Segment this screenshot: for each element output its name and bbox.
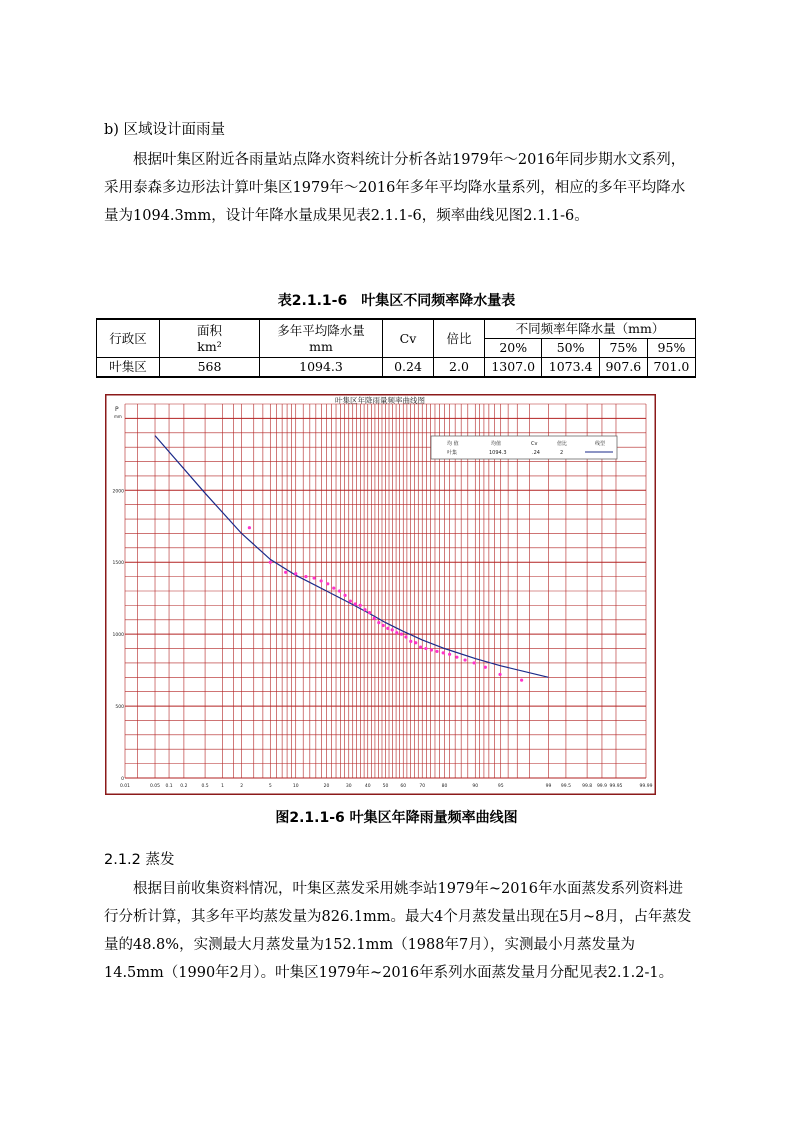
observed-point-11 — [349, 599, 352, 602]
observed-point-12 — [354, 602, 357, 605]
observed-point-32 — [455, 656, 458, 659]
x-tick-label-16: 90 — [472, 784, 479, 789]
observed-point-7 — [326, 582, 329, 585]
observed-point-9 — [338, 589, 341, 592]
frequency-chart — [105, 394, 656, 795]
observed-point-13 — [359, 604, 362, 607]
header-ratio: 倍比 — [434, 319, 485, 358]
y-axis-letter: P — [115, 406, 119, 413]
x-tick-label-1: 0.05 — [149, 784, 161, 789]
header-p50: 50% — [542, 339, 599, 358]
cell-p20: 1307.0 — [485, 358, 542, 378]
y-tick-label-0: 2000 — [112, 489, 124, 495]
x-tick-label-5: 1 — [221, 784, 224, 789]
observed-point-3 — [294, 572, 297, 575]
observed-point-15 — [368, 611, 371, 614]
y-tick-label-2: 1000 — [112, 633, 124, 639]
section-title: b) 区域设计面雨量 — [104, 122, 226, 138]
observed-point-5 — [312, 576, 315, 579]
cell-area: 568 — [160, 358, 260, 378]
y-tick-label-1: 1500 — [112, 561, 124, 567]
observed-point-37 — [520, 679, 523, 682]
observed-point-31 — [448, 653, 451, 656]
x-tick-label-8: 10 — [292, 784, 299, 789]
observed-point-0 — [248, 526, 251, 529]
x-tick-label-20: 99.8 — [582, 784, 593, 789]
observed-point-18 — [382, 624, 385, 627]
observed-point-27 — [424, 647, 427, 650]
legend-value-mean: 1094.3 — [489, 450, 507, 456]
observed-point-8 — [332, 587, 335, 590]
observed-point-1 — [269, 561, 272, 564]
observed-point-14 — [363, 608, 366, 611]
x-tick-label-7: 5 — [268, 784, 272, 789]
cell-cv: 0.24 — [383, 358, 434, 378]
observed-point-20 — [391, 628, 394, 631]
header-cv: Cv — [383, 319, 434, 358]
cell-p95: 701.0 — [647, 358, 695, 378]
observed-point-17 — [377, 621, 380, 624]
observed-point-2 — [284, 571, 287, 574]
observed-point-10 — [343, 594, 346, 597]
y-tick-label-4: 0 — [121, 777, 124, 782]
legend-value-cv: .24 — [532, 450, 540, 456]
observed-point-26 — [419, 646, 422, 649]
observed-point-22 — [400, 633, 403, 636]
x-tick-label-12: 50 — [382, 784, 389, 789]
cell-p75: 907.6 — [599, 358, 647, 378]
chart-legend — [431, 436, 617, 459]
paragraph-precipitation: 根据叶集区附近各雨量站点降水资料统计分析各站1979年～2016年同步期水文系列，采用泰森多边形法计算叶集区1979年～2016年多年平均降水量系列，相应的多年平均降水量为1094.3mm，设计年降水量成果见表2.1.1-6，频率曲线见图2.1.1-6。 — [104, 152, 686, 224]
y-axis-unit: mm — [114, 414, 122, 419]
observed-point-25 — [414, 641, 417, 644]
observed-point-24 — [409, 640, 412, 643]
observed-point-21 — [395, 631, 398, 634]
observed-point-30 — [442, 651, 445, 654]
observed-point-29 — [435, 650, 438, 653]
observed-point-16 — [373, 617, 376, 620]
observed-point-19 — [386, 627, 389, 630]
cell-region: 叶集区 — [97, 358, 160, 378]
x-tick-label-3: 0.2 — [180, 784, 188, 789]
chart-title: 叶集区年降雨量频率曲线图 — [335, 396, 425, 405]
legend-header-cv: Cv — [531, 441, 538, 447]
header-mean-unit: mm — [309, 338, 333, 354]
section-heading-evaporation: 2.1.2 蒸发 — [104, 852, 175, 868]
observed-point-6 — [320, 579, 323, 582]
x-tick-label-10: 30 — [345, 784, 352, 789]
legend-header-ratio: 倍比 — [557, 441, 568, 447]
header-area-unit: km² — [197, 338, 222, 354]
legend-value-station: 叶集 — [447, 450, 458, 456]
x-tick-label-22: 99.95 — [609, 784, 623, 789]
observed-point-36 — [498, 673, 501, 676]
x-tick-label-14: 70 — [419, 784, 426, 789]
observed-point-35 — [484, 666, 487, 669]
y-tick-label-3: 500 — [115, 705, 124, 711]
legend-value-ratio: 2 — [560, 450, 564, 456]
x-tick-label-23: 99.99 — [639, 784, 653, 789]
header-p20: 20% — [485, 339, 542, 358]
cell-mean: 1094.3 — [260, 358, 383, 378]
observed-point-28 — [430, 648, 433, 651]
observed-point-23 — [404, 635, 407, 638]
x-tick-label-13: 60 — [400, 784, 407, 789]
x-tick-label-21: 99.9 — [596, 784, 607, 789]
table-caption: 表2.1.1-6 叶集区不同频率降水量表 — [277, 293, 516, 309]
x-tick-label-15: 80 — [441, 784, 448, 789]
x-tick-label-9: 20 — [323, 784, 330, 789]
x-tick-label-17: 95 — [497, 784, 504, 789]
legend-header-mean: 均值 — [491, 441, 502, 447]
header-mean — [260, 319, 383, 358]
header-area-label: 面积 — [196, 322, 222, 338]
cell-ratio: 2.0 — [434, 358, 485, 378]
cell-p50: 1073.4 — [542, 358, 599, 378]
x-tick-label-0: 0.01 — [119, 784, 131, 789]
header-frequency: 不同频率年降水量（mm） — [485, 319, 696, 339]
x-tick-label-4: 0.5 — [201, 784, 209, 789]
figure-caption: 图2.1.1-6 叶集区年降雨量频率曲线图 — [275, 810, 518, 826]
header-area — [160, 319, 260, 358]
legend-header-station: 均 值 — [447, 441, 459, 447]
header-region: 行政区 — [97, 319, 160, 358]
x-tick-label-11: 40 — [364, 784, 371, 789]
frequency-chart-svg — [105, 394, 656, 795]
x-tick-label-2: 0.1 — [165, 784, 173, 789]
legend-header-line: 线型 — [595, 441, 606, 447]
x-tick-label-19: 99.5 — [560, 784, 571, 789]
observed-point-4 — [304, 575, 307, 578]
legend-box — [431, 436, 617, 459]
header-mean-label: 多年平均降水量 — [277, 322, 365, 338]
precipitation-table — [96, 318, 696, 378]
x-tick-label-18: 99 — [545, 784, 552, 789]
observed-point-34 — [472, 661, 475, 664]
paragraph-evaporation: 根据目前收集资料情况，叶集区蒸发采用姚李站1979年~2016年水面蒸发系列资料进行分析计算，其多年平均蒸发量为826.1mm。最大4个月蒸发量出现在5月~8月，占年蒸发量的48.8%，实测最大月蒸发量为152.1mm（1988年7月），实测最小月蒸发量为14.5mm（1990年2月）。叶集区1979年~2016年系列水面蒸发量月分配见表2.1.2-1。 — [104, 881, 692, 981]
header-p75: 75% — [599, 339, 647, 358]
x-tick-label-6: 2 — [240, 784, 244, 789]
header-p95: 95% — [647, 339, 695, 358]
observed-point-33 — [463, 658, 466, 661]
